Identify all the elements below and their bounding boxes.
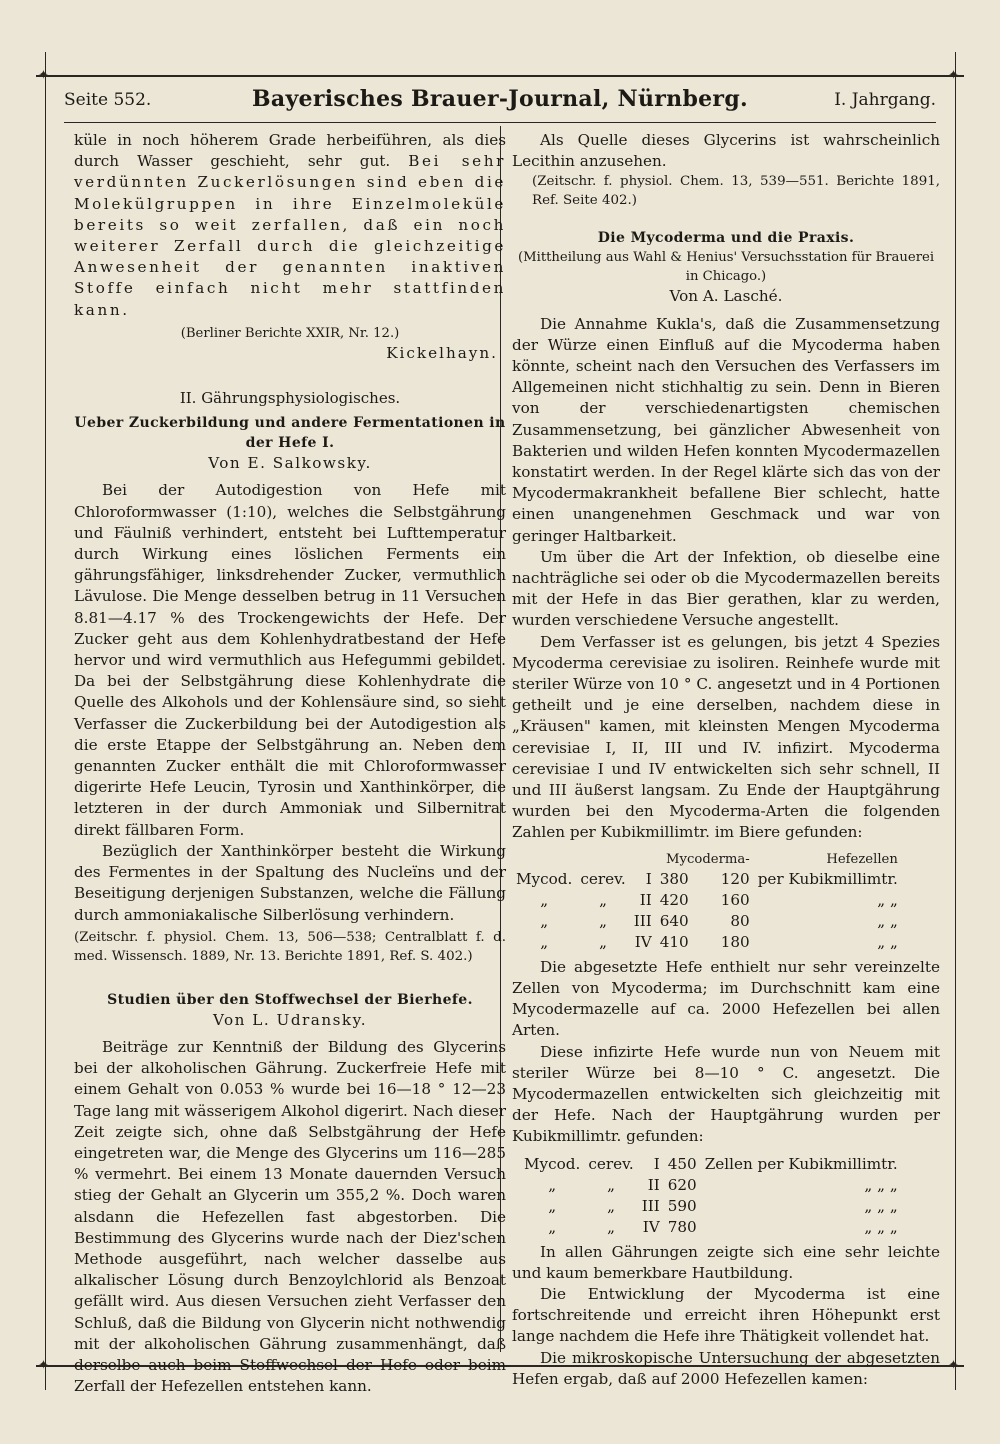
article-title-3: Studien über den Stoffwechsel der Bierhefe. — [107, 991, 473, 1008]
paragraph-glycerin: Beiträge zur Kenntniß der Bildung des Glycerins bei der alkoholischen Gährung. Zuckerfreie Hefe mit einem Gehalt von 0.053 % wurde bei 16—18 ° 12—23 Tage lang mit wässerigem Alkohol digerirt. Nach dieser Zeit zeigte sich, ohne daß Selbstgährung der Hefe eingetreten war, die Menge des Glycerins um 116—285 % vermehrt. Bei einem 13 Monate dauernden Versuch stieg der Gehalt an Glycerin um 355,2 %. Doch waren alsdann die Hefezellen fast abgestorben. Die Bestimmung des Glycerins wurde nach der Diez'schen Methode ausgeführt, nach welcher dasselbe aus alkalischer Lösung durch Benzoylchlorid als Benzoat gefällt wird. Aus diesen Versuchen zieht Verfasser den Schluß, daß die Bildung von Glycerin nicht nothwendig mit der alkoholischen Gährung zusammenhängt, daß derselbe auch beim Stoffwechsel der Hefe oder beim Zerfall der Hefezellen entstehen kann. — [74, 1037, 506, 1396]
table-header-mycoderma: Mycoderma- — [666, 851, 750, 867]
table-cell: Zellen per Kubikmillimtr. — [704, 1154, 898, 1173]
table-cell: „ — [599, 932, 607, 951]
paragraph-lecithin: Als Quelle dieses Glycerins ist wahrscheinlich Lecithin anzusehen. — [512, 131, 940, 171]
table-cell: 620 — [667, 1175, 697, 1194]
corner-ornament-tr: ✦ — [948, 68, 959, 83]
paragraph-mikroskopische: Die mikroskopische Untersuchung der abgesetzten Hefen ergab, daß auf 2000 Hefezellen kamen: — [512, 1348, 940, 1388]
paragraph-xanthin: Bezüglich der Xanthinkörper besteht die Wirkung des Fermentes in der Spaltung des Nucleïns und der Beseitigung derjenigen Substanzen, welche die Fällung durch ammoniakalische Silberlösung verhindern. — [74, 841, 506, 924]
page-header — [64, 82, 936, 120]
left-column — [74, 130, 506, 1397]
table-cell: 120 — [720, 869, 750, 888]
table-cell: „ — [540, 890, 549, 909]
article-author-2: Von E. Salkowsky. — [208, 454, 372, 473]
intro-spaced-text: Bei sehr verdünnten Zuckerlösungen sind eben die Molekülgruppen in ihre Einzelmoleküle bereits so weit zerfallen, daß ein noch weiterer Zerfall durch die gleichzeitige Anwesenheit der genannten inaktiven Stoffe einfach nicht mehr stattfinden kann. — [74, 152, 506, 319]
table-cell: „ „ „ — [864, 1175, 898, 1194]
table-cell: per Kubikmillimtr. — [757, 869, 898, 888]
table-cell: 180 — [720, 932, 750, 951]
table-row — [512, 911, 902, 932]
corner-ornament-bl: ✦ — [38, 1358, 49, 1373]
spacer — [512, 210, 940, 224]
spacer — [74, 364, 506, 378]
table-cell: I — [653, 1154, 660, 1173]
spacer — [74, 966, 506, 980]
table-row — [512, 932, 902, 953]
table-cell: „ — [607, 1175, 615, 1194]
table-row — [520, 1154, 902, 1175]
table-cell: I — [645, 869, 652, 888]
table-cell: „ — [548, 1217, 557, 1236]
table-row — [520, 1175, 902, 1196]
journal-title: Bayerisches Brauer-Journal, Nürnberg. — [252, 86, 748, 112]
table-cell: „ — [548, 1175, 557, 1194]
table-cell: 160 — [720, 890, 750, 909]
table-cell: 420 — [659, 890, 689, 909]
paragraph-spezies: Dem Verfasser ist es gelungen, bis jetzt 4 Spezies Mycoderma cerevisiae zu isoliren. Reinhefe wurde mit steriler Würze von 10 ° C. angesetzt und in 4 Portionen getheilt und je eine derselben, nachdem diese in „Kräusen" kamen, mit kleinsten Mengen Mycoderma cerevisiae I, II, III und IV. infizirt. Mycoderma cerevisiae I und IV entwickelten sich sehr schnell, II und III äußerst langsam. Zu Ende der Hauptgährung wurden bei den Mycoderma-Arten die folgenden Zahlen per Kubikmillimtr. im Biere gefunden: — [512, 632, 940, 842]
intro-paragraph — [74, 130, 506, 321]
table-cell: 590 — [667, 1196, 697, 1215]
article-title-2: Ueber Zuckerbildung und andere Fermentationen in der Hefe I. — [74, 415, 506, 452]
table-cell: „ „ — [877, 890, 898, 909]
corner-ornament-tl: ✦ — [38, 68, 49, 83]
reference-citation-3: (Zeitschr. f. physiol. Chem. 13, 539—551. Berichte 1891, Ref. Seite 402.) — [532, 174, 940, 209]
top-border-rule — [36, 75, 964, 77]
table-cell: III — [641, 1196, 660, 1215]
paragraph-kukla: Die Annahme Kukla's, daß die Zusammensetzung der Würze einen Einfluß auf die Mycoderma haben könnte, scheint nach den Versuchen des Verfassers im Allgemeinen nicht stichhaltig zu sein. Denn in Bieren von der verschiedenartigsten chemischen Zusammensetzung, bei gänzlicher Abwesenheit von Bakterien und wilden Hefen konnten Mycodermazellen konstatirt werden. In der Regel klärte sich das von der Mycodermakrankheit befallene Bier schlecht, hatte einen unangenehmen Geschmack und war von geringer Haltbarkeit. — [512, 314, 940, 545]
table-cell: „ — [540, 911, 549, 930]
section-heading: II. Gährungsphysiologisches. — [179, 389, 401, 408]
table-cell: „ — [607, 1196, 615, 1215]
paragraph-hautbildung: In allen Gährungen zeigte sich eine sehr leichte und kaum bemerkbare Hautbildung. — [512, 1242, 940, 1282]
paragraph-autodigestion: Bei der Autodigestion von Hefe mit Chloroformwasser (1:10), welches die Selbstgährung und Fäulniß verhindert, entsteht bei Lufttemperatur durch Wirkung eines löslichen Ferments ein gährungsfähiger, linksdrehender Zucker, vermuthlich Lävulose. Die Menge desselben betrug in 11 Versuchen 8.81—4.17 % des Trockengewichts der Hefe. Der Zucker geht aus dem Kohlenhydratbestand der Hefe hervor und wird vermuthlich aus Hefegummi gebildet. Da bei der Selbstgährung diese Kohlenhydrate die Quelle des Alkohols und der Kohlensäure sind, so sieht Verfasser die Zuckerbildung bei der Autodigestion als die erste Etappe der Selbstgährung an. Neben dem genannten Zucker enthält die mit Chloroformwasser digerirte Hefe Leucin, Tyrosin und Xanthinkörper, die letzteren in der durch Ammoniak und Silbernitrat direkt fällbaren Form. — [74, 481, 506, 839]
mycoderma-table-2 — [520, 1154, 902, 1238]
reference-citation-2: (Zeitschr. f. physiol. Chem. 13, 506—538; Centralblatt f. d. med. Wissensch. 1889, Nr. 13. Berichte 1891, Ref. S. 402.) — [74, 929, 506, 964]
intro-text: küle in noch höherem Grade herbeiführen, als dies durch Wasser geschieht, sehr gut. — [74, 131, 506, 171]
table-cell: „ — [607, 1217, 615, 1236]
header-rule — [64, 122, 936, 123]
paragraph-entwicklung: Die Entwicklung der Mycoderma ist eine fortschreitende und erreicht ihren Höhepunkt erst lange nachdem die Hefe ihre Thätigkeit vollendet hat. — [512, 1284, 940, 1346]
table-cell: II — [639, 890, 652, 909]
article-subtitle-4: (Mittheilung aus Wahl & Henius' Versuchsstation für Brauerei in Chicago.) — [517, 250, 935, 285]
table-cell: 410 — [659, 932, 689, 951]
table-header-hefezellen: Hefezellen — [826, 851, 898, 867]
mycoderma-table-1 — [512, 850, 902, 953]
table-row — [512, 869, 902, 890]
table-cell: IV — [634, 932, 652, 951]
table-cell: „ „ — [877, 932, 898, 951]
table-cell: 780 — [667, 1217, 697, 1236]
table-cell: Mycod. — [516, 869, 573, 888]
volume-label: I. Jahrgang. — [834, 90, 936, 110]
right-border-rule — [955, 52, 956, 1390]
page-number: Seite 552. — [64, 90, 152, 110]
table-cell: „ — [548, 1196, 557, 1215]
table-cell: cerev. — [588, 1154, 634, 1173]
table-cell: „ — [599, 911, 607, 930]
table-cell: „ — [599, 890, 607, 909]
left-border-rule — [45, 52, 46, 1390]
table-cell: 450 — [667, 1154, 697, 1173]
table-cell: IV — [642, 1217, 660, 1236]
corner-ornament-br: ✦ — [948, 1358, 959, 1373]
table-row — [512, 890, 902, 911]
table-cell: Mycod. — [524, 1154, 581, 1173]
article-author-3: Von L. Udransky. — [212, 1010, 368, 1029]
table-cell: 380 — [659, 869, 689, 888]
table-row — [520, 1196, 902, 1217]
paragraph-abgesetzte-hefe: Die abgesetzte Hefe enthielt nur sehr vereinzelte Zellen von Mycoderma; im Durchschnitt kam eine Mycodermazelle auf ca. 2000 Hefezellen bei allen Arten. — [512, 957, 940, 1040]
table-cell: „ — [540, 932, 549, 951]
table-cell: „ „ „ — [864, 1196, 898, 1215]
table-cell: 640 — [659, 911, 689, 930]
paragraph-infizirte-hefe: Diese infizirte Hefe wurde nun von Neuem mit steriler Würze bei 8—10 ° C. angesetzt. Die Mycodermazellen entwickelten sich gleichzeitig mit der Hefe. Nach der Hauptgährung wurden per Kubikmillimtr. gefunden: — [512, 1042, 940, 1146]
table-header-row — [512, 850, 902, 869]
table-cell: „ „ — [877, 911, 898, 930]
table-cell: II — [647, 1175, 660, 1194]
article-title-4: Die Mycoderma und die Praxis. — [597, 230, 855, 247]
table-row — [520, 1217, 902, 1238]
table-cell: „ „ „ — [864, 1217, 898, 1236]
paragraph-infektion: Um über die Art der Infektion, ob dieselbe eine nachträgliche sei oder ob die Mycodermazellen bereits mit der Hefe in das Bier gerathen, klar zu werden, wurden verschiedene Versuche angestellt. — [512, 547, 940, 630]
table-cell: III — [633, 911, 652, 930]
right-column — [512, 130, 940, 1390]
table-cell: 80 — [730, 911, 750, 930]
table-cell: cerev. — [580, 869, 626, 888]
source-citation-1: (Berliner Berichte XXIR, Nr. 12.) — [180, 325, 400, 341]
article-author-4: Von A. Lasché. — [669, 287, 783, 306]
author-kickelhayn: Kickelhayn. — [386, 343, 498, 362]
